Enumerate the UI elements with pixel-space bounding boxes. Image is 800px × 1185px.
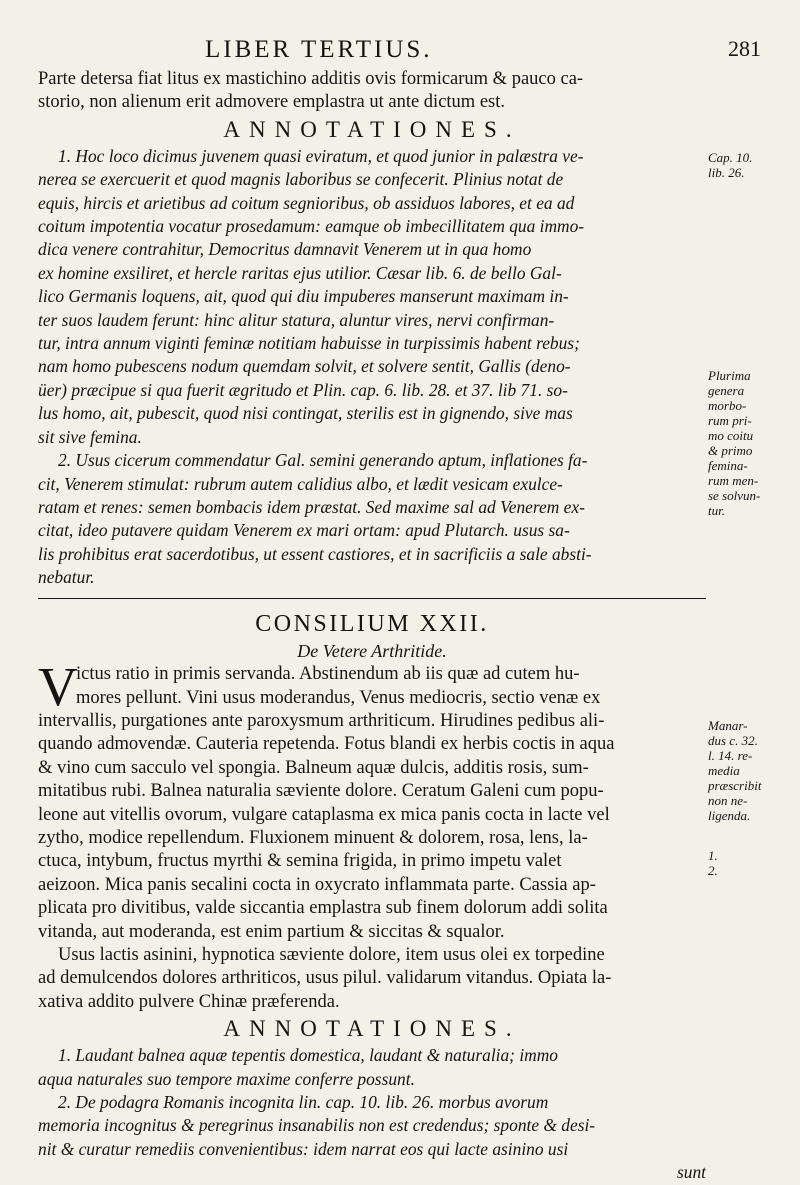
margin-line: & primo (708, 443, 753, 458)
annotation-line: nam homo pubescens nodum quemdam solvit, et solvere sentit, Gallis (deno- (38, 356, 571, 377)
annotation-line: lico Germanis loquens, ait, quod qui diu impuberes manserunt maximam in- (38, 286, 569, 307)
margin-note-numbers (708, 848, 718, 878)
margin-line: mo coitu (708, 428, 754, 443)
body-line: leone aut vitellis ovorum, vulgare cataplasma ex mica panis cocta in lacte vel (38, 804, 610, 825)
annotation-note-2 (38, 1091, 706, 1185)
consilium-subtitle: De Vetere Arthritide. (297, 641, 447, 662)
body-line: aeizoon. Mica panis secalini cocta in oxycrato inflammata parte. Cassia ap- (38, 874, 596, 895)
margin-line: dus c. 32. (708, 733, 758, 748)
body-line: ctuca, intybum, fructus myrthi & semina frigida, in primo impetu valet (38, 851, 562, 872)
annotation-line: equis, hircis et arietibus ad coitum segnioribus, ob assiduos labores, et ea ad (38, 192, 575, 213)
annotation-line: tur, intra annum viginti feminæ notitiam habuisse in turpissimis habent rebus; (38, 333, 580, 354)
main-text-column (38, 68, 706, 1185)
annotation-line: memoria incognitus & peregrinus insanabilis non est credendus; sponte & desi- (38, 1115, 596, 1136)
margin-line: rum men- (708, 473, 759, 488)
margin-line: Manar- (708, 718, 748, 733)
body-line: vitanda, aut moderanda, est enim partium & siccitas & squalor. (38, 921, 505, 942)
annotation-line: nit & curatur remediis convenientibus: idem narrat eos qui lacte asinino usi (38, 1138, 569, 1159)
body-line: ad demulcendos dolores arthriticos, usus pilul. validarum vitandus. Opiata la- (38, 968, 612, 989)
margin-line: Plurima (708, 368, 751, 383)
margin-line: non ne- (708, 793, 748, 808)
annotation-line: 1. Hoc loco dicimus juvenem quasi eviratum, et quod junior in palæstra ve- (58, 145, 584, 166)
margin-line: rum pri- (708, 413, 752, 428)
annotation-line: nebatur. (38, 567, 95, 588)
annotationes-heading: ANNOTATIONES. (223, 116, 521, 142)
annotation-line: nerea se exercuerit et quod magnis laboribus se confecerit. Plinius notat de (38, 169, 564, 190)
annotation-line: 2. De podagra Romanis incognita lin. cap. 10. lib. 26. morbus avorum (58, 1092, 549, 1113)
annotation-line: cit, Venerem stimulat: rubrum autem calidius albo, et lædit vesicam exulce- (38, 473, 563, 494)
margin-note-cap (708, 150, 752, 180)
margin-line: femina- (708, 458, 748, 473)
body-line: mitatibus rubi. Balnea naturalia sæviente dolore. Ceratum Galeni cum popu- (38, 781, 604, 802)
annotation-note-2 (38, 449, 706, 589)
annotation-line: 1. Laudant balnea aquæ tepentis domestica, laudant & naturalia; immo (58, 1045, 558, 1066)
annotation-line: 2. Usus cicerum commendatur Gal. semini generando aptum, inflationes fa- (58, 450, 588, 471)
section-divider (38, 598, 706, 600)
running-title: LIBER TERTIUS. (205, 36, 433, 63)
body-line: quando admovendæ. Cauteria repetenda. Fotus blandi ex herbis coctis in aqua (38, 734, 615, 755)
annotation-line: lus homo, ait, pubescit, quod nisi contingat, sterilis est in gignendo, sive mas (38, 403, 573, 424)
body-line: plicata pro divitibus, valde siccantia emplastra sub finem dolorum addi solita (38, 898, 608, 919)
intro-line: storio, non alienum erit admovere emplastra ut ante dictum est. (38, 92, 505, 113)
margin-line: morbo- (708, 398, 747, 413)
intro-line: Parte detersa fiat litus ex mastichino additis ovis formicarum & pauco ca- (38, 69, 584, 89)
margin-line: tur. (708, 503, 725, 518)
margin-line: media (708, 763, 740, 778)
annotation-line: dica venere contrahitur, Democritus damnavit Venerem ut in qua homo (38, 239, 532, 260)
annotation-line: aqua naturales suo tempore maxime conferre possunt. (38, 1068, 415, 1089)
body-line: intervallis, purgationes ante paroxysmum arthriticum. Hirudines pedibus ali- (38, 710, 605, 731)
margin-line: l. 14. re- (708, 748, 753, 763)
drop-capital: V (38, 656, 78, 718)
body-line: & vino cum sacculo vel spongia. Balneum aquæ dulcis, additis rosis, sum- (38, 757, 589, 778)
annotation-line: ex homine exsiliret, et hercle raritas ejus utilior. Cæsar lib. 6. de bello Gal- (38, 262, 562, 283)
page-header (0, 36, 800, 66)
annotation-line: sit sive femina. (38, 426, 142, 447)
margin-line: se solvun- (708, 488, 761, 503)
margin-note-plurima (708, 368, 760, 518)
body-line: xativa addito pulvere Chinæ præferenda. (38, 991, 340, 1012)
annotationes-heading: ANNOTATIONES. (223, 1016, 521, 1042)
annotation-line: coitum impotentia vocatur prosedamum: eamque ob imbecillitatem qua immo- (38, 216, 585, 237)
margin-line: ligenda. (708, 808, 751, 823)
annotation-line: ratam et renes: semen bombacis idem præstat. Sed maxime sal ad Venerem ex- (38, 496, 585, 517)
annotation-line: ter suos laudem ferunt: hinc alitur statura, aluntur vires, nervi confirman- (38, 309, 555, 330)
annotation-line: üer) præcipue si qua fuerit ægritudo et Plin. cap. 6. lib. 28. et 37. lib 71. so- (38, 379, 568, 400)
body-line: ictus ratio in primis servanda. Abstinendum ab iis quæ ad cutem hu- (76, 664, 580, 685)
body-line: mores pellunt. Vini usus moderandus, Venus mediocris, sectio venæ ex (76, 687, 601, 708)
margin-note-manardus (708, 718, 761, 823)
page-number: 281 (728, 36, 761, 61)
annotation-note-1 (38, 1044, 706, 1091)
margin-line: 2. (708, 863, 718, 878)
margin-line: 1. (708, 848, 718, 863)
margin-line: lib. 26. (708, 165, 745, 180)
catchword: sunt (677, 1162, 706, 1183)
margin-line: Cap. 10. (708, 150, 753, 165)
annotation-line: lis prohibitus erat sacerdotibus, ut essent castiores, et in sacrificiis a sale absti- (38, 543, 592, 564)
body-line: zytho, modice repellendum. Fluxionem minuent & dolorem, rosa, lens, la- (38, 827, 588, 848)
annotation-line: citat, ideo putavere quidam Venerem ex mari ortam: apud Plutarch. usus sa- (38, 520, 570, 541)
consilium-title: CONSILIUM XXII. (255, 611, 489, 638)
margin-line: præscribit (708, 778, 762, 793)
body-line: Usus lactis asinini, hypnotica sæviente dolore, item usus olei ex torpedine (58, 945, 605, 965)
margin-line: genera (708, 383, 745, 398)
consilium-body (38, 656, 706, 1014)
annotation-note-1 (38, 145, 706, 449)
